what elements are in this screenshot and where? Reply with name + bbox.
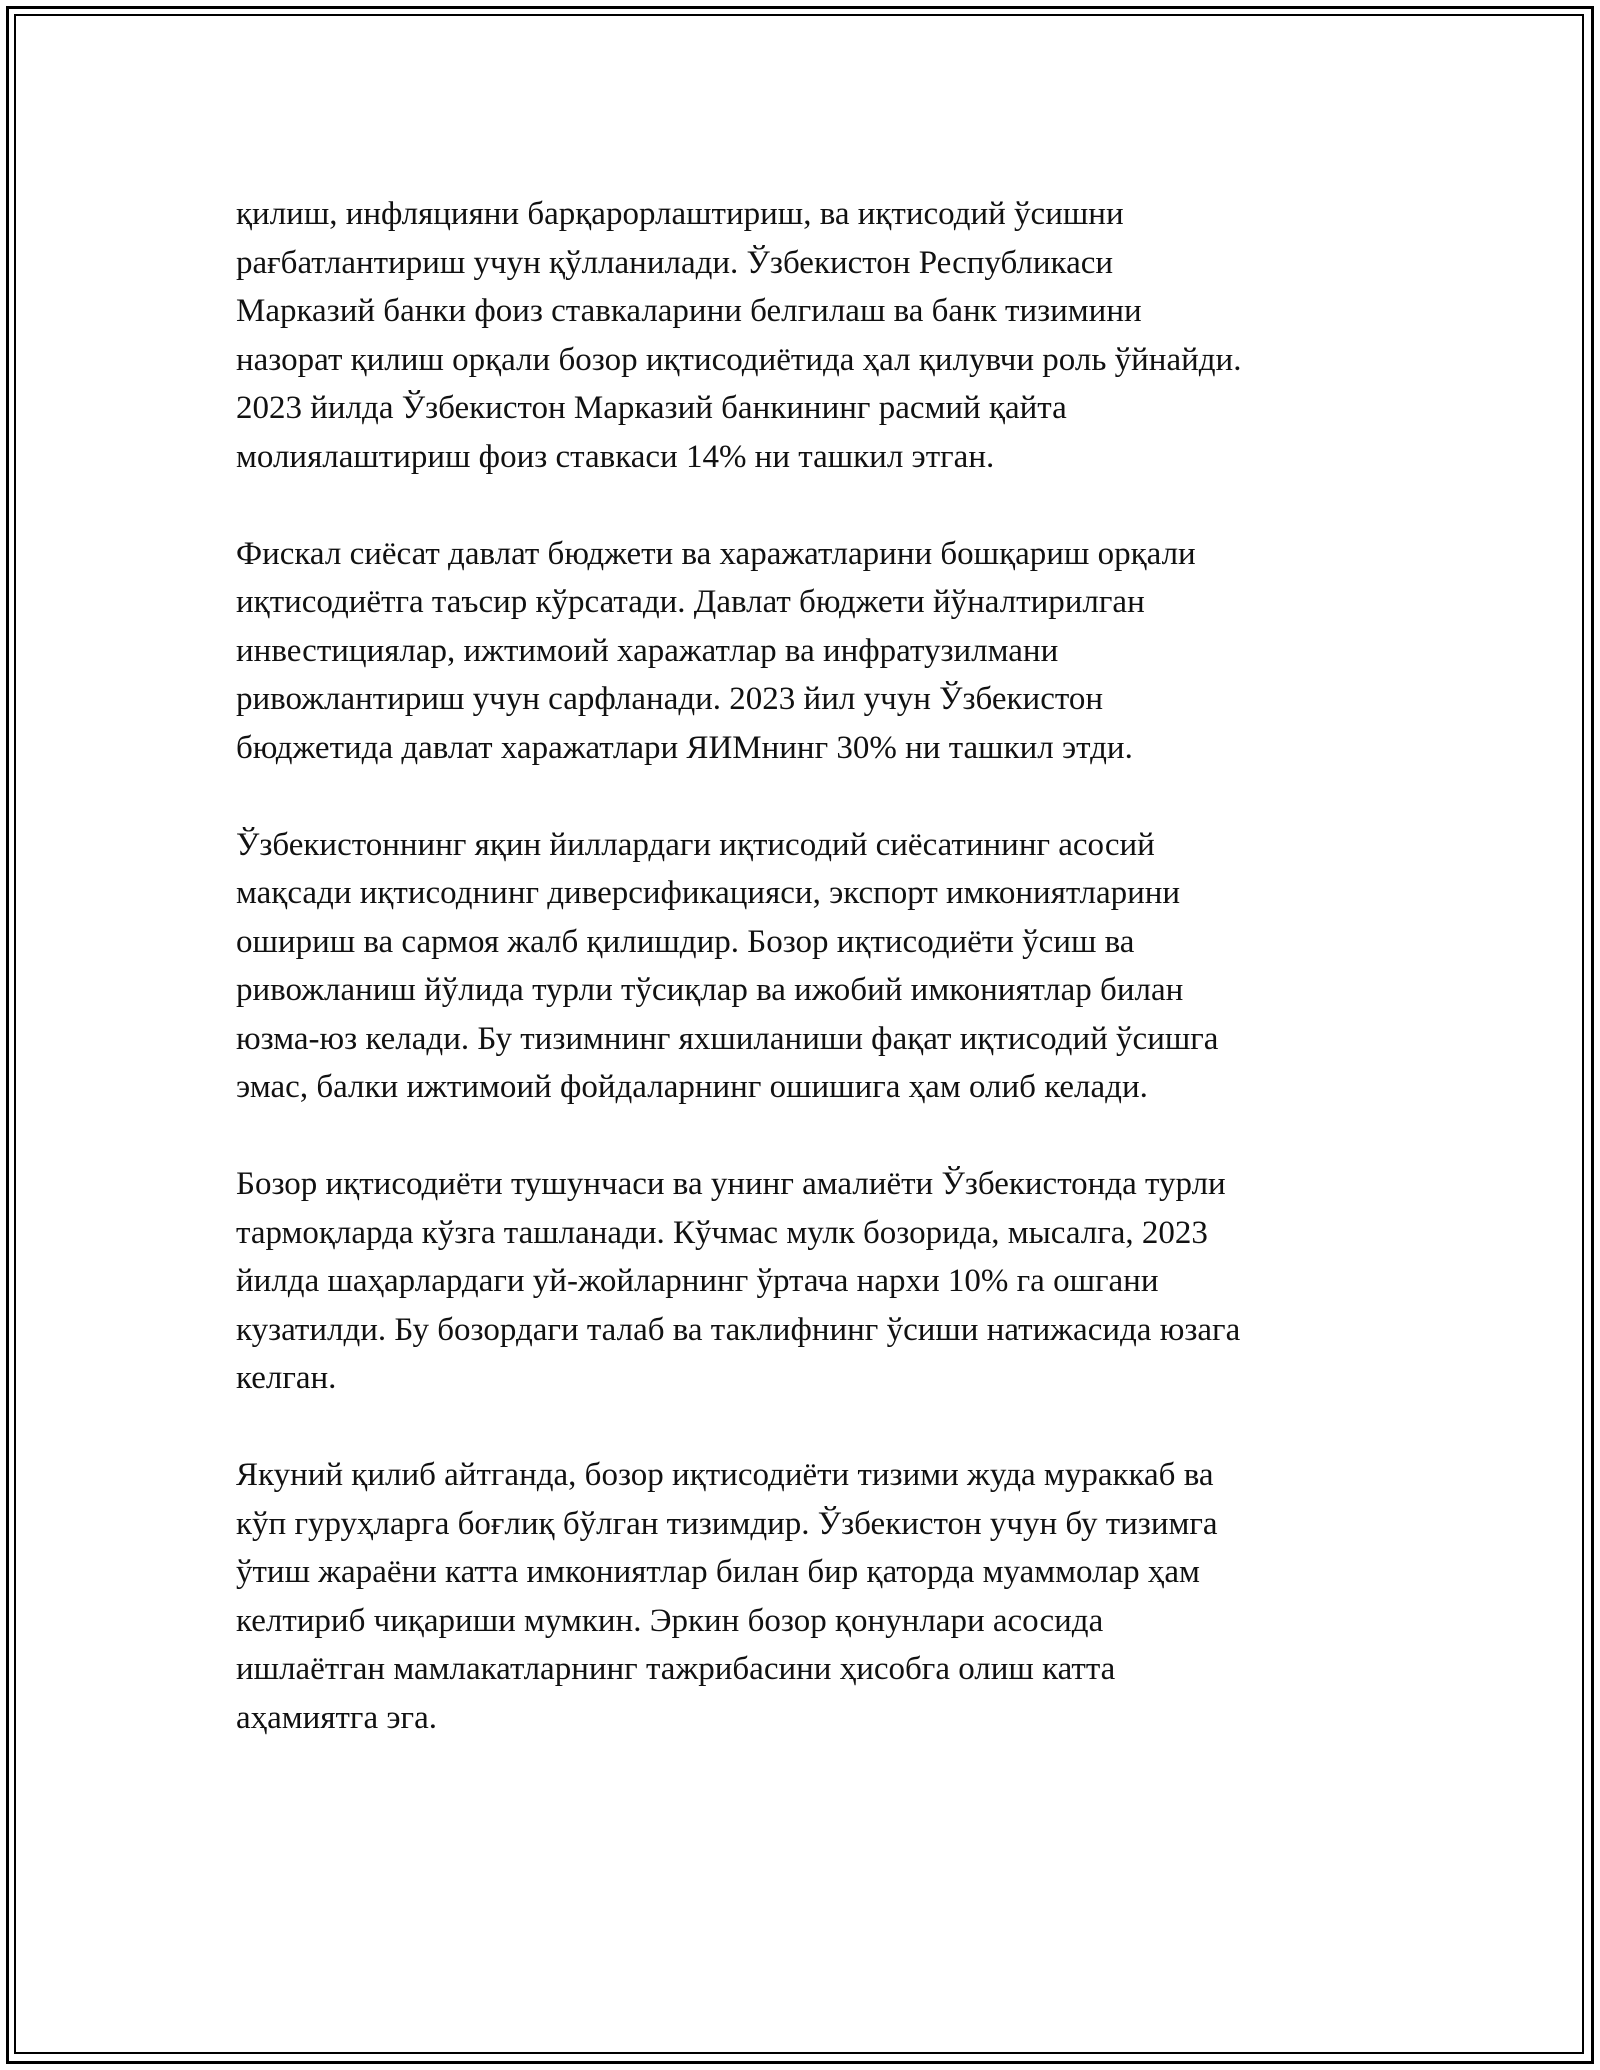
text-line: инвестициялар, ижтимоий харажатлар ва инфратузилмани <box>236 632 1059 669</box>
paragraph-fiscal-policy <box>236 530 1386 773</box>
text-line: Марказий банки фоиз ставкаларини белгилаш ва банк тизимини <box>236 293 1142 329</box>
text-line: молиялаштириш фоиз ставкаси 14% ни ташкил этган. <box>236 438 995 475</box>
text-line: Якуний қилиб айтганда, бозор иқтисодиёти тизими жуда мураккаб ва <box>236 1457 1214 1493</box>
text-line: 2023 йилда Ўзбекистон Марказий банкининг расмий қайта <box>236 390 1067 426</box>
text-line: аҳамиятга эга. <box>236 1699 437 1736</box>
text-line: келтириб чиқариши мумкин. Эркин бозор қонунлари асосида <box>236 1602 1104 1639</box>
text-line: мақсади иқтисоднинг диверсификацияси, экспорт имкониятларини <box>236 875 1181 911</box>
text-line: келган. <box>236 1360 337 1396</box>
paragraph-conclusion <box>236 1451 1386 1742</box>
text-line: қилиш, инфляцияни барқарорлаштириш, ва иқтисодий ўсишни <box>236 196 1124 232</box>
document-body <box>236 190 1386 1791</box>
text-line: тармоқларда кўзга ташланади. Кўчмас мулк бозорида, мысалга, 2023 <box>236 1214 1208 1251</box>
text-line: Фискал сиёсат давлат бюджети ва харажатларини бошқариш орқали <box>236 535 1196 572</box>
paragraph-real-estate <box>236 1160 1386 1403</box>
text-line: рағбатлантириш учун қўлланилади. Ўзбекистон Республикаси <box>236 244 1114 281</box>
text-line: иқтисодиётга таъсир кўрсатади. Давлат бюджети йўналтирилган <box>236 584 1145 620</box>
text-line: Ўзбекистоннинг яқин йиллардаги иқтисодий сиёсатининг асосий <box>236 826 1155 863</box>
text-line: кузатилди. Бу бозордаги талаб ва таклифнинг ўсиши натижасида юзага <box>236 1311 1241 1348</box>
text-line: ошириш ва сармоя жалб қилишдир. Бозор иқтисодиёти ўсиш ва <box>236 923 1135 960</box>
text-line: ишлаётган мамлакатларнинг тажрибасини ҳисобга олиш катта <box>236 1651 1116 1687</box>
paragraph-monetary-policy <box>236 190 1386 481</box>
text-line: эмас, балки ижтимоий фойдаларнинг ошишига ҳам олиб келади. <box>236 1069 1148 1105</box>
text-line: кўп гуруҳларга боғлиқ бўлган тизимдир. Ўзбекистон учун бу тизимга <box>236 1505 1218 1542</box>
text-line: ривожланиш йўлида турли тўсиқлар ва ижобий имкониятлар билан <box>236 972 1184 1008</box>
text-line: бюджетида давлат харажатлари ЯИМнинг 30% ни ташкил этди. <box>236 729 1133 766</box>
text-line: ўтиш жараёни катта имкониятлар билан бир қаторда муаммолар ҳам <box>236 1554 1200 1590</box>
text-line: назорат қилиш орқали бозор иқтисодиётида ҳал қилувчи роль ўйнайди. <box>236 341 1242 378</box>
paragraph-economic-goals <box>236 821 1386 1112</box>
text-line: ривожлантириш учун сарфланади. 2023 йил учун Ўзбекистон <box>236 681 1103 717</box>
text-line: йилда шаҳарлардаги уй-жойларнинг ўртача нархи 10% га ошгани <box>236 1263 1159 1299</box>
text-line: юзма-юз келади. Бу тизимнинг яхшиланиши фақат иқтисодий ўсишга <box>236 1020 1219 1057</box>
text-line: Бозор иқтисодиёти тушунчаси ва унинг амалиёти Ўзбекистонда турли <box>236 1166 1226 1202</box>
